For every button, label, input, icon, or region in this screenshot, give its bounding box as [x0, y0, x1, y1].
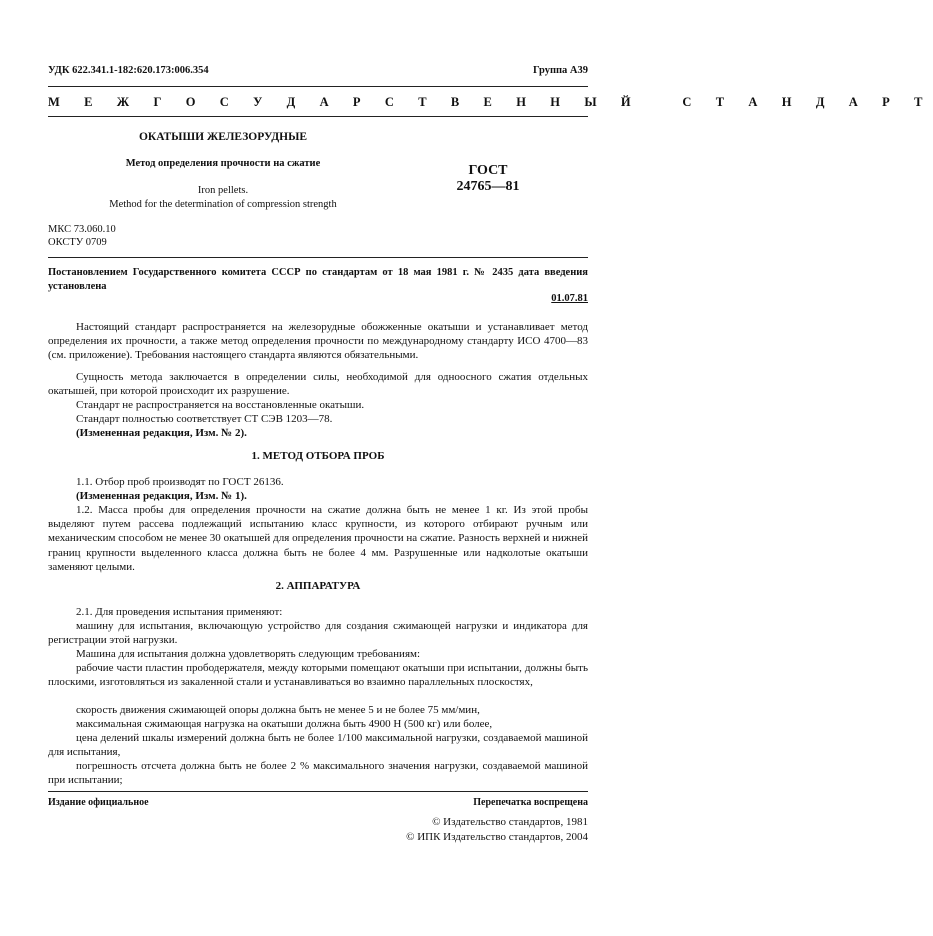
okstu-code: ОКСТУ 0709 — [48, 237, 107, 248]
document-subtitle: Метод определения прочности на сжатие — [125, 158, 321, 169]
gost-number: 24765—81 — [456, 179, 520, 194]
english-title-line2: Method for the determination of compression strength — [109, 199, 337, 210]
copyright-1981: © Издательство стандартов, 1981 — [432, 816, 588, 828]
english-title-line1: Iron pellets. — [197, 185, 249, 196]
intro-paragraph-4: Стандарт полностью соответствует СТ СЭВ 1203—78. — [76, 413, 333, 425]
section-2-req-error: погрешность отсчета должна быть не более 2 % максимального значения нагрузки, создаваемой машиной при испытании; — [48, 760, 588, 787]
section-1-clause-1: 1.1. Отбор проб производят по ГОСТ 26136. — [76, 476, 284, 488]
section-2-title: 2. АППАРАТУРА — [275, 580, 361, 592]
gost-label: ГОСТ — [468, 163, 508, 178]
document-title: ОКАТЫШИ ЖЕЛЕЗОРУДНЫЕ — [138, 131, 308, 143]
top-rule — [48, 86, 588, 87]
classification-rule — [48, 257, 588, 258]
standard-type: М Е Ж Г О С У Д А Р С Т В Е Н Н Ы Й С Т А Н Д А Р Т — [48, 95, 933, 109]
intro-amendment: (Измененная редакция, Изм. № 2). — [76, 427, 247, 439]
section-1-title: 1. МЕТОД ОТБОРА ПРОБ — [251, 450, 385, 462]
group-code: Группа А39 — [532, 65, 588, 76]
reprint-prohibited: Перепечатка воспрещена — [473, 797, 588, 808]
decree-text: Постановлением Государственного комитета СССР по стандартам от 18 мая 1981 г. № 2435 дата введения установлена — [48, 267, 588, 292]
section-2-machine: машину для испытания, включающую устройство для создания сжимающей нагрузки и индикатора для регистрации этой нагрузки. — [48, 620, 588, 647]
section-2-requirements: Машина для испытания должна удовлетворять следующим требованиям: — [76, 648, 421, 660]
section-2-req-load: максимальная сжимающая нагрузка на окатыши должна быть 4900 Н (500 кг) или более, — [76, 718, 493, 730]
copyright-2004: © ИПК Издательство стандартов, 2004 — [406, 831, 588, 843]
official-edition: Издание официальное — [48, 797, 149, 808]
section-1-amendment: (Измененная редакция, Изм. № 1). — [76, 490, 247, 502]
section-2-req-scale: цена делений шкалы измерений должна быть не более 1/100 максимальной нагрузки, создаваемой машиной для испытания, — [48, 732, 588, 759]
section-2-req-plates: рабочие части пластин прободержателя, между которыми помещают окатыши при испытании, должны быть плоскими, изготовляться из закаленной стали и устанавливаться во взаимно параллельных плоскостях, — [48, 662, 588, 689]
introduction-date: 01.07.81 — [551, 293, 588, 304]
intro-paragraph-3: Стандарт не распространяется на восстановленные окатыши. — [76, 399, 365, 411]
section-2-req-speed: скорость движения сжимающей опоры должна быть не менее 5 и не более 75 мм/мин, — [76, 704, 480, 716]
intro-paragraph-2: Сущность метода заключается в определении силы, необходимой для одноосного сжатия отдельных окатышей, при которой происходит их разрушение. — [48, 371, 588, 398]
footer-rule — [48, 791, 588, 792]
udc-code: УДК 622.341.1-182:620.173:006.354 — [48, 65, 209, 76]
intro-paragraph-1: Настоящий стандарт распространяется на железорудные обожженные окатыши и устанавливает метод определения их прочности, а также метод определения прочности по международному стандарту ИСО 4700—83 (см. приложение). Требования настоящего стандарта являются обязательными. — [48, 321, 588, 362]
section-2-clause-1: 2.1. Для проведения испытания применяют: — [76, 606, 283, 618]
standard-rule — [48, 116, 588, 117]
mks-code: МКС 73.060.10 — [48, 224, 116, 235]
section-1-clause-2: 1.2. Масса пробы для определения прочности на сжатие должна быть не менее 1 кг. Из этой пробы выделяют путем рассева подлежащий испытанию класс крупности, из которого отбирают ручным или механическим способом не менее 30 окатышей для определения прочности на сжатие. Разность верхней и нижней границ крупности выделенного класса должна быть не более 4 мм. Разрушенные или надколотые окатыши заменяют целыми. — [48, 504, 588, 573]
